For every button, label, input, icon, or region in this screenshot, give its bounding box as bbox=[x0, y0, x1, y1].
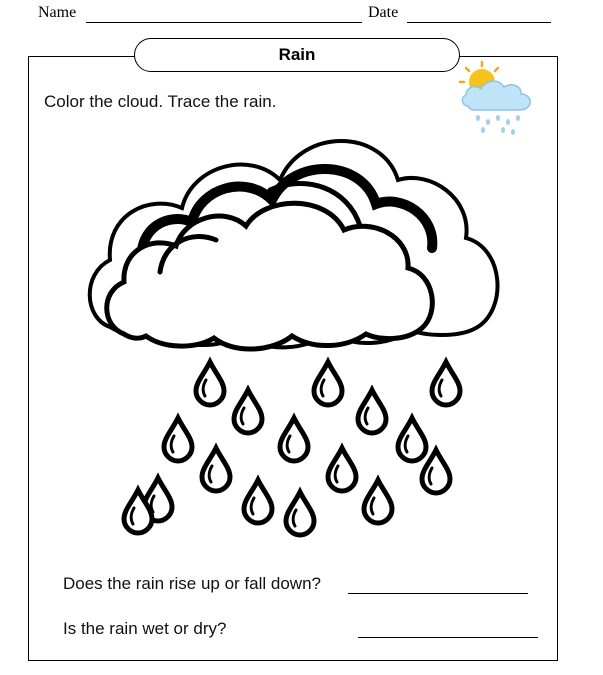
instruction-text: Color the cloud. Trace the rain. bbox=[44, 92, 277, 111]
name-blank-line bbox=[86, 22, 362, 23]
date-blank-line bbox=[407, 22, 551, 23]
answer-line-1[interactable] bbox=[348, 593, 528, 594]
title-text: Rain bbox=[278, 45, 316, 64]
worksheet-title bbox=[134, 38, 460, 72]
question-rise-or-fall: Does the rain rise up or fall down? bbox=[63, 574, 321, 593]
date-label: Date bbox=[368, 4, 399, 21]
answer-line-2[interactable] bbox=[358, 637, 538, 638]
raindrops bbox=[124, 362, 460, 535]
worksheet-header bbox=[0, 4, 603, 28]
rain-cloud bbox=[90, 141, 498, 349]
question-wet-or-dry: Is the rain wet or dry? bbox=[63, 619, 227, 638]
name-label: Name bbox=[38, 4, 77, 21]
rain-cloud-illustration bbox=[80, 122, 510, 542]
